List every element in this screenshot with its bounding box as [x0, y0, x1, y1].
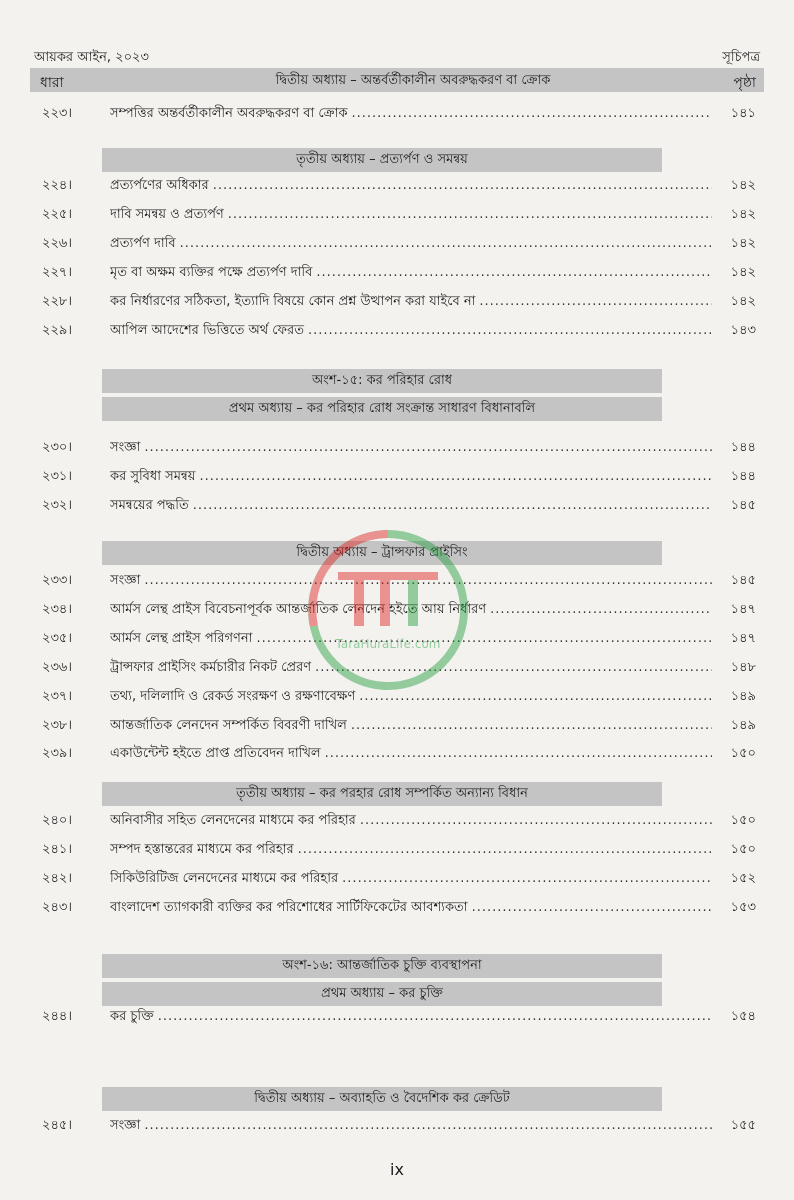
entry-label: [110, 495, 712, 517]
section-title: আপিল আদেশের ভিত্তিতে অর্থ ফেরত: [110, 323, 304, 338]
entry-label: [110, 715, 712, 737]
section-number: ২৪২।: [42, 871, 72, 886]
header-left: আয়কর আইন, ২০২৩: [34, 50, 149, 65]
section-title: আন্তর্জাতিক লেনদেন সম্পর্কিত বিবরণী দাখিল: [110, 718, 347, 733]
entry-label: [110, 175, 712, 197]
entry-label: [110, 1115, 712, 1137]
section-heading-band: অংশ-১৫: কর পরিহার রোধ: [102, 369, 662, 393]
dot-leader: [144, 1115, 712, 1137]
page-reference: ১৫২: [730, 871, 756, 886]
toc-entry: [30, 233, 764, 255]
section-number: ২৪০।: [42, 813, 72, 828]
page-reference: ১৪২: [730, 265, 756, 280]
page-reference: ১৪২: [730, 207, 756, 222]
section-number: ২৩১।: [42, 469, 72, 484]
page-reference: ১৪৭: [730, 602, 756, 617]
section-number: ২৪১।: [42, 842, 72, 857]
section-title: সম্পত্তির অন্তর্বর্তীকালীন অবরুদ্ধকরণ বা ক্রোক: [110, 106, 348, 121]
section-title: আর্মস লেন্থ প্রাইস পরিগণনা: [110, 631, 253, 646]
entry-label: [110, 466, 712, 488]
page-reference: ১৫০: [730, 813, 756, 828]
section-number: ২২৫।: [42, 207, 72, 222]
dot-leader: [490, 599, 712, 621]
section-title: বাংলাদেশ ত্যাগকারী ব্যক্তির কর পরিশোধের সার্টিফিকেটের আবশ্যকতা: [110, 900, 468, 915]
page-reference: ১৫০: [730, 746, 756, 761]
toc-entry: [30, 810, 764, 832]
section-title: একাউন্টেন্ট হইতে প্রাপ্ত প্রতিবেদন দাখিল: [110, 746, 321, 761]
section-number: ২২৬।: [42, 236, 73, 251]
section-number: ২২৮।: [42, 294, 72, 309]
toc-entry: [30, 715, 764, 737]
page-reference: ১৫৩: [730, 900, 756, 915]
toc-entry: [30, 175, 764, 197]
dot-leader: [342, 868, 712, 890]
entry-label: [110, 262, 712, 284]
section-heading-band: দ্বিতীয় অধ্যায় – অব্যাহতি ও বৈদেশিক কর ক্রেডিট: [102, 1087, 662, 1111]
dot-leader: [158, 1006, 712, 1028]
page-reference: ১৪১: [730, 106, 756, 121]
section-title: সম্পদ হস্তান্তরের মাধ্যমে কর পরিহার: [110, 842, 294, 857]
page-reference: ১৪৩: [730, 323, 756, 338]
entry-label: [110, 810, 712, 832]
toc-entry: [30, 897, 764, 919]
section-title: কর নির্ধারণের সঠিকতা, ইত্যাদি বিষয়ে কোন প্রশ্ন উত্থাপন করা যাইবে না: [110, 294, 476, 309]
entry-label: [110, 204, 712, 226]
dot-leader: [199, 466, 712, 488]
section-title: সংজ্ঞা: [110, 440, 141, 455]
entry-label: [110, 839, 712, 861]
page-reference: ১৫৪: [730, 1009, 756, 1024]
section-title: প্রত্যর্পণের অধিকার: [110, 178, 209, 193]
section-number: ২৩৬।: [42, 660, 73, 675]
section-heading-band: অংশ-১৬: আন্তর্জাতিক চুক্তি ব্যবস্থাপনা: [102, 954, 662, 978]
entry-label: [110, 437, 712, 459]
column-header-bar: [30, 68, 764, 92]
section-title: আর্মস লেন্থ প্রাইস বিবেচনাপূর্বক আন্তর্জাতিক লেনদেন হইতে আয় নির্ধারণ: [110, 602, 487, 617]
toc-entry: [30, 103, 764, 125]
dot-leader: [472, 897, 712, 919]
dot-leader: [351, 103, 712, 125]
dot-leader: [228, 204, 712, 226]
section-number: ২৩৭।: [42, 689, 73, 704]
section-heading-band: প্রথম অধ্যায় – কর চুক্তি: [102, 982, 662, 1006]
toc-entry: [30, 320, 764, 342]
section-number: ২৩৮।: [42, 718, 72, 733]
chapter-heading: দ্বিতীয় অধ্যায় – অন্তর্বর্তীকালীন অবরুদ্ধকরণ বা ক্রোক: [275, 73, 551, 88]
section-number: ২৩৯।: [42, 746, 72, 761]
section-title: সমন্বয়ের পদ্ধতি: [110, 498, 189, 513]
toc-entry: [30, 204, 764, 226]
section-title: তথ্য, দলিলাদি ও রেকর্ড সংরক্ষণ ও রক্ষণাবেক্ষণ: [110, 689, 356, 704]
page-reference: ১৪৫: [730, 498, 756, 513]
section-title: কর সুবিধা সমন্বয়: [110, 469, 196, 484]
page-column-heading: পৃষ্ঠা: [733, 75, 756, 91]
dot-leader: [479, 291, 712, 313]
toc-entry: [30, 495, 764, 517]
page-reference: ১৫০: [730, 842, 756, 857]
page-reference: ১৪৪: [730, 440, 756, 455]
watermark-stroke-2: [380, 580, 390, 626]
section-title: সিকিউরিটিজ লেনদেনের মাধ্যমে কর পরিহার: [110, 871, 339, 886]
dot-leader: [193, 495, 712, 517]
section-title: সংজ্ঞা: [110, 1118, 141, 1133]
entry-label: [110, 103, 712, 125]
toc-entry: [30, 1006, 764, 1028]
section-number: ২৩৩।: [42, 573, 73, 588]
page-number: ix: [390, 1160, 404, 1179]
dot-leader: [308, 320, 712, 342]
entry-label: [110, 897, 712, 919]
watermark-stroke-1: [354, 580, 364, 626]
entry-label: [110, 868, 712, 890]
page-reference: ১৪৭: [730, 631, 756, 646]
toc-entry: [30, 839, 764, 861]
entry-label: [110, 320, 712, 342]
section-heading-band: তৃতীয় অধ্যায় – প্রত্যর্পণ ও সমন্বয়: [102, 148, 662, 172]
watermark-bar: [338, 572, 438, 580]
section-number: ২২৭।: [42, 265, 73, 280]
page-reference: ১৪২: [730, 236, 756, 251]
page-reference: ১৪৯: [730, 718, 756, 733]
toc-entry: [30, 291, 764, 313]
page-reference: ১৪৪: [730, 469, 756, 484]
page-reference: ১৪৯: [730, 689, 756, 704]
section-title: প্রত্যর্পণ দাবি: [110, 236, 176, 251]
page-reference: ১৪২: [730, 178, 756, 193]
section-title: কর চুক্তি: [110, 1009, 154, 1024]
page-reference: ১৫৫: [730, 1118, 756, 1133]
toc-entry: [30, 262, 764, 284]
section-title: অনিবাসীর সহিত লেনদেনের মাধ্যমে কর পরিহার: [110, 813, 356, 828]
section-number: ২২৪।: [42, 178, 72, 193]
page-reference: ১৪৫: [730, 573, 756, 588]
dot-leader: [351, 715, 712, 737]
watermark-stroke-3: [408, 580, 418, 626]
section-number: ২৩৪।: [42, 602, 72, 617]
section-number: ২৩০।: [42, 440, 73, 455]
toc-entry: [30, 437, 764, 459]
section-number: ২২৯।: [42, 323, 72, 338]
dot-leader: [298, 839, 712, 861]
section-number: ২৪৪।: [42, 1009, 72, 1024]
dot-leader: [360, 810, 712, 832]
entry-label: [110, 1006, 712, 1028]
section-number: ২৪৫।: [42, 1118, 72, 1133]
watermark-text: TaraHuraLife.com: [335, 637, 441, 651]
dot-leader: [316, 262, 712, 284]
dot-leader: [180, 233, 712, 255]
section-heading-band: প্রথম অধ্যায় – কর পরিহার রোধ সংক্রান্ত সাধারণ বিধানাবলি: [102, 397, 662, 421]
dot-leader: [144, 437, 712, 459]
section-number: ২৩২।: [42, 498, 73, 513]
section-heading-band: দ্বিতীয় অধ্যায় – ট্রান্সফার প্রাইসিং: [102, 541, 662, 565]
section-title: সংজ্ঞা: [110, 573, 141, 588]
entry-label: [110, 743, 712, 765]
section-title: দাবি সমন্বয় ও প্রত্যর্পণ: [110, 207, 224, 222]
dot-leader: [213, 175, 712, 197]
section-title: ট্রান্সফার প্রাইসিং কর্মচারীর নিকট প্রেরণ: [110, 660, 312, 675]
section-number: ২৩৫।: [42, 631, 72, 646]
toc-entry: [30, 466, 764, 488]
dot-leader: [325, 743, 712, 765]
entry-label: [110, 291, 712, 313]
section-title: মৃত বা অক্ষম ব্যক্তির পক্ষে প্রত্যর্পণ দাবি: [110, 265, 313, 280]
toc-entry: [30, 868, 764, 890]
watermark-logo: [308, 530, 468, 690]
section-heading-band: তৃতীয় অধ্যায় – কর পরহার রোধ সম্পর্কিত অন্যান্য বিধান: [102, 782, 662, 806]
section-column-heading: ধারা: [40, 75, 64, 91]
section-number: ২২৩।: [42, 106, 73, 121]
header-right: সূচিপত্র: [722, 50, 760, 65]
entry-label: [110, 233, 712, 255]
toc-entry: [30, 743, 764, 765]
page-reference: ১৪৮: [730, 660, 756, 675]
page-reference: ১৪২: [730, 294, 756, 309]
toc-entry: [30, 1115, 764, 1137]
section-number: ২৪৩।: [42, 900, 72, 915]
